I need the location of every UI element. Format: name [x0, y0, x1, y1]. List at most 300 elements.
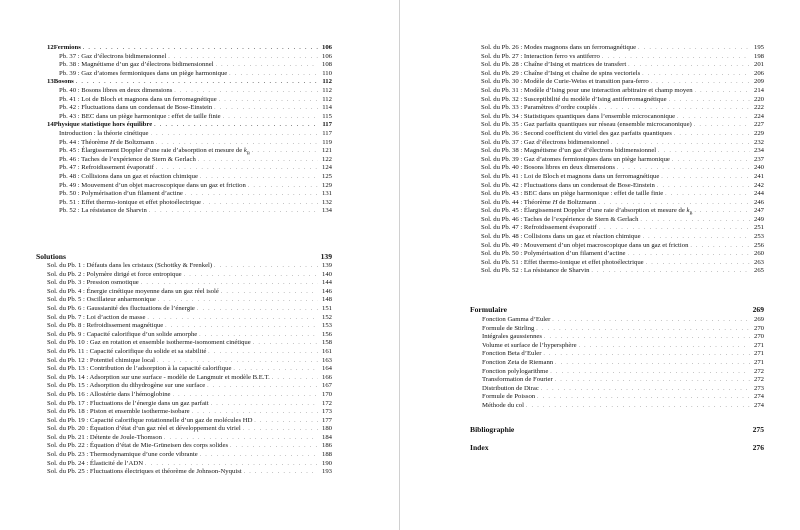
- dot-leader: [694, 208, 750, 217]
- toc-entry-title: Pb. 49 : Mouvement d’un objet macroscopique dans un gaz et friction: [59, 181, 246, 189]
- solution-entry[interactable]: [481, 199, 764, 208]
- toc-entry-title: Pb. 39 : Gaz d’atomes fermioniques dans un piège harmonique: [59, 69, 228, 77]
- chapter-title: Physique statistique hors équilibre: [53, 121, 153, 129]
- dot-leader: [211, 401, 318, 410]
- solution-entry-title: Sol. du Pb. 38 : Magnétisme d’un gaz d’électrons bidimensionnel: [481, 147, 657, 155]
- toc-entry-title: Pb. 52 : La résistance de Sharvin: [59, 207, 147, 215]
- solution-entry[interactable]: [481, 121, 764, 130]
- solution-entry-page-number: 144: [321, 279, 332, 287]
- solution-entry-page-number: 180: [321, 425, 332, 433]
- solution-entry-title: Sol. du Pb. 27 : Interaction ferro vs antiferro: [481, 52, 600, 60]
- toc-entry[interactable]: [47, 104, 332, 113]
- solution-entry-page-number: 249: [753, 215, 764, 223]
- solution-entry-title: Sol. du Pb. 41 : Loi de Bloch et magnons dans un ferromagnétique: [481, 172, 660, 180]
- index-section: [470, 443, 764, 453]
- toc-entry[interactable]: [47, 147, 332, 156]
- solutions-page-number: 139: [320, 252, 332, 261]
- index-page-number: 276: [752, 443, 764, 452]
- chapter-entry[interactable]: [47, 121, 332, 130]
- solution-entry-title: Sol. du Pb. 37 : Gaz d’électrons bidimensionnel: [481, 138, 609, 146]
- solution-entry-page-number: 222: [753, 104, 764, 112]
- formulaire-section: [470, 305, 764, 411]
- formulaire-entry-page-number: 274: [753, 393, 764, 401]
- solution-entry[interactable]: [47, 460, 332, 469]
- solution-entry[interactable]: [47, 314, 332, 323]
- solution-entry-page-number: 265: [753, 267, 764, 275]
- solution-entry-page-number: 139: [321, 262, 332, 269]
- toc-entry[interactable]: [47, 70, 332, 79]
- formulaire-entry-page-number: 274: [753, 401, 764, 409]
- dot-leader: [526, 403, 750, 412]
- solution-entry-page-number: 172: [321, 399, 332, 407]
- solution-entry-title: Sol. du Pb. 35 : Gaz parfaits quantiques sur réseau (ensemble microcanonique): [481, 121, 692, 129]
- solution-entry-page-number: 209: [753, 78, 764, 86]
- solution-entry-title: Sol. du Pb. 32 : Susceptibilité du modèle d’Ising antiferromagnétique: [481, 95, 667, 103]
- solution-entry-title: Sol. du Pb. 7 : Loi d’action de masse: [47, 313, 146, 321]
- dot-leader: [184, 272, 318, 281]
- formulaire-entry-title: Fonction polylogarithme: [482, 367, 549, 375]
- dot-leader: [252, 148, 318, 157]
- chapter-list: [47, 44, 332, 216]
- solution-entry[interactable]: [47, 408, 332, 417]
- solution-entry[interactable]: [481, 78, 764, 87]
- formulaire-entry-title: Distribution de Dirac: [482, 384, 539, 392]
- solution-entry-page-number: 193: [321, 468, 332, 476]
- dot-leader: [254, 418, 318, 427]
- solution-entry[interactable]: [481, 190, 764, 199]
- solution-entry-page-number: 256: [753, 241, 764, 249]
- toc-entry-page-number: 129: [321, 181, 332, 189]
- solution-entry[interactable]: [481, 70, 764, 79]
- solution-entry[interactable]: [47, 271, 332, 280]
- solution-entry-title: Sol. du Pb. 30 : Modèle de Curie-Weiss et transition para-ferro: [481, 78, 649, 86]
- solution-entry[interactable]: [481, 207, 764, 216]
- solution-entry-title: Sol. du Pb. 46 : Taches de l’expérience de Stern & Gerlach: [481, 215, 639, 223]
- solution-entry[interactable]: [47, 391, 332, 400]
- solution-entry-title: Sol. du Pb. 22 : Équation d’état de Mie-Grüneisen des corps solides: [47, 442, 229, 450]
- solution-entry[interactable]: [481, 61, 764, 70]
- solution-entry[interactable]: [47, 262, 332, 271]
- solution-entry-title: Sol. du Pb. 17 : Fluctuations de l’énergie dans un gaz parfait: [47, 399, 209, 407]
- dot-leader: [672, 157, 750, 166]
- chapter-number: 14: [47, 121, 54, 129]
- toc-entry-page-number: 119: [322, 138, 332, 146]
- solution-entry-page-number: 195: [753, 44, 764, 51]
- solution-entry-title: Sol. du Pb. 52 : La résistance de Sharvin: [481, 267, 590, 275]
- dot-leader: [214, 263, 318, 272]
- solution-entry[interactable]: [47, 296, 332, 305]
- solution-entry-title: Sol. du Pb. 26 : Modes magnons dans un ferromagnétique: [481, 44, 637, 51]
- toc-entry[interactable]: [47, 190, 332, 199]
- dot-leader: [628, 62, 750, 71]
- formulaire-entry[interactable]: [470, 359, 764, 368]
- chapter-page-number: 112: [322, 78, 332, 86]
- toc-entry-page-number: 108: [321, 61, 332, 69]
- solution-entry[interactable]: [481, 216, 764, 225]
- formulaire-entry-page-number: 269: [753, 316, 764, 323]
- solution-entry-page-number: 241: [753, 172, 764, 180]
- dot-leader: [555, 360, 750, 369]
- solution-entry[interactable]: [47, 400, 332, 409]
- toc-entry[interactable]: [47, 164, 332, 173]
- solution-entry-page-number: 247: [753, 207, 764, 215]
- solution-entry[interactable]: [481, 96, 764, 105]
- solution-entry-page-number: 234: [753, 147, 764, 155]
- solution-entry-page-number: 244: [753, 190, 764, 198]
- formulaire-entry-page-number: 270: [753, 333, 764, 341]
- formulaire-entry-title: Volume et surface de l’hypersphère: [482, 341, 577, 349]
- solution-entry[interactable]: [47, 348, 332, 357]
- toc-entry[interactable]: [47, 61, 332, 70]
- toc-entry-title: Pb. 47 : Refroidissement évaporatif: [59, 164, 154, 172]
- solutions-heading[interactable]: [36, 252, 332, 262]
- toc-entry[interactable]: [47, 87, 332, 96]
- solution-entry-title: Sol. du Pb. 23 : Thermodynamique d’une corde vibrante: [47, 451, 198, 459]
- formulaire-heading[interactable]: [470, 305, 764, 315]
- solution-entry[interactable]: [47, 425, 332, 434]
- formulaire-entry[interactable]: [470, 333, 764, 342]
- dot-leader: [658, 148, 750, 157]
- solution-entry-page-number: 242: [753, 181, 764, 189]
- dot-leader: [690, 243, 750, 252]
- formulaire-title: Formulaire: [470, 305, 507, 314]
- solution-entry[interactable]: [47, 322, 332, 331]
- toc-entry-page-number: 114: [322, 104, 332, 112]
- toc-entry-page-number: 112: [322, 86, 332, 94]
- solution-entry[interactable]: [47, 382, 332, 391]
- solution-entry[interactable]: [481, 87, 764, 96]
- solution-entry-title: Sol. du Pb. 3 : Pression osmotique: [47, 279, 139, 287]
- solution-entry-title: Sol. du Pb. 36 : Second coefficient du viriel des gaz parfaits quantiques: [481, 129, 672, 137]
- solution-entry[interactable]: [481, 259, 764, 268]
- dot-leader: [203, 200, 318, 209]
- solution-entry[interactable]: [47, 451, 332, 460]
- formulaire-page-number: 269: [752, 305, 764, 314]
- formulaire-entry[interactable]: [470, 376, 764, 385]
- formulaire-entry-title: Fonction Zeta de Riemann: [482, 358, 554, 366]
- toc-entry[interactable]: [47, 130, 332, 139]
- formulaire-entry-page-number: 272: [753, 367, 764, 375]
- dot-leader: [230, 443, 318, 452]
- dot-leader: [248, 183, 318, 192]
- dot-leader: [197, 306, 318, 315]
- toc-entry[interactable]: [47, 182, 332, 191]
- dot-leader: [149, 208, 318, 217]
- dot-leader: [537, 394, 750, 403]
- solution-entry-page-number: 186: [321, 442, 332, 450]
- solution-entry-title: Sol. du Pb. 31 : Modèle d’Ising pour une interaction arbitraire et champ moyen: [481, 86, 693, 94]
- toc-entry-page-number: 110: [322, 69, 332, 77]
- toc-entry-page-number: 106: [321, 52, 332, 60]
- solution-entry[interactable]: [481, 44, 764, 53]
- toc-entry-title: Pb. 40 : Bosons libres en deux dimensions: [59, 86, 173, 94]
- solution-entry-title: Sol. du Pb. 39 : Gaz d’atomes fermioniques dans un piège harmonique: [481, 155, 670, 163]
- solution-entry[interactable]: [47, 357, 332, 366]
- solution-entry-title: Sol. du Pb. 45 : Élargissement Doppler d’une raie d’absorption et mesure de $k_B$: [481, 207, 693, 216]
- toc-entry-title: Pb. 38 : Magnétisme d’un gaz d’électrons bidimensionnel: [59, 61, 214, 69]
- solution-entry-title: Sol. du Pb. 14 : Adsorption sur une surface - modèle de Langmuir et modèle B.E.T.: [47, 373, 270, 381]
- solution-entry-page-number: 220: [753, 95, 764, 103]
- dot-leader: [244, 469, 318, 478]
- formulaire-entry[interactable]: [470, 325, 764, 334]
- solution-entry-title: Sol. du Pb. 20 : Équation d’état d’un gaz réel et développement du viriel: [47, 425, 241, 433]
- dot-leader: [579, 343, 750, 352]
- solution-entry[interactable]: [481, 224, 764, 233]
- solution-entry[interactable]: [481, 130, 764, 139]
- toc-entry-title: Pb. 45 : Élargissement Doppler d’une raie d’absorption et mesure de $k_B$: [59, 147, 250, 156]
- dot-leader: [628, 251, 750, 260]
- solution-entry-page-number: 146: [321, 287, 332, 295]
- solution-entry-page-number: 253: [753, 233, 764, 241]
- formulaire-entry-title: Intégrales gaussiennes: [482, 333, 542, 341]
- toc-entry[interactable]: [47, 156, 332, 165]
- bibliographie-page-number: 275: [752, 425, 764, 434]
- chapter-number: 13: [47, 78, 54, 86]
- toc-entry-title: Pb. 51 : Effet thermo-ionique et effet photoélectrique: [59, 198, 202, 206]
- toc-entry-page-number: 132: [321, 198, 332, 206]
- index-heading[interactable]: [470, 443, 764, 453]
- solution-entry-page-number: 152: [321, 313, 332, 321]
- solution-entry-title: Sol. du Pb. 12 : Potentiel chimique local: [47, 356, 155, 364]
- solution-entry-page-number: 161: [321, 347, 332, 355]
- formulaire-entry-title: Fonction Beta d’Euler: [482, 350, 542, 358]
- solution-entry-page-number: 166: [321, 373, 332, 381]
- dot-leader: [669, 97, 750, 106]
- solution-entry[interactable]: [481, 250, 764, 259]
- solution-entry-title: Sol. du Pb. 5 : Oscillateur anharmonique: [47, 296, 156, 304]
- solution-entry-title: Sol. du Pb. 28 : Chaîne d’Ising et matrices de transfert: [481, 61, 627, 69]
- dot-leader: [214, 105, 318, 114]
- toc-entry-title: Pb. 44 : Théorème H de Boltzmann: [59, 138, 154, 146]
- solution-entry[interactable]: [481, 182, 764, 191]
- solution-entry-title: Sol. du Pb. 34 : Statistiques quantiques dans l’ensemble microcanonique: [481, 112, 676, 120]
- solution-entry-title: Sol. du Pb. 1 : Défauts dans les cristaux (Schottky & Frenkel): [47, 262, 213, 269]
- solution-entry[interactable]: [47, 365, 332, 374]
- toc-entry[interactable]: [47, 199, 332, 208]
- solution-entry-title: Sol. du Pb. 21 : Détente de Joule-Thomson: [47, 433, 162, 441]
- dot-leader: [591, 268, 750, 277]
- formulaire-entry[interactable]: [470, 368, 764, 377]
- toc-entry-page-number: 131: [321, 190, 332, 198]
- formulaire-entry-title: Méthode du col: [482, 401, 524, 409]
- solution-entry-page-number: 201: [753, 61, 764, 69]
- solution-entry[interactable]: [481, 53, 764, 62]
- solution-entry-page-number: 158: [321, 339, 332, 347]
- dot-leader: [147, 315, 318, 324]
- bibliographie-title: Bibliographie: [470, 425, 515, 434]
- formulaire-entry[interactable]: [470, 402, 764, 411]
- formulaire-entry[interactable]: [470, 342, 764, 351]
- solution-entry-page-number: 177: [321, 416, 332, 424]
- solution-entry-title: Sol. du Pb. 40 : Bosons libres en deux dimensions: [481, 164, 615, 172]
- dot-leader: [550, 369, 750, 378]
- solution-entry[interactable]: [47, 279, 332, 288]
- solution-entry-title: Sol. du Pb. 24 : Élasticité de l’ADN: [47, 459, 144, 467]
- formulaire-entry-page-number: 271: [753, 341, 764, 349]
- dot-leader: [694, 122, 750, 131]
- formulaire-entry-title: Formule de Poisson: [482, 393, 536, 401]
- dot-leader: [642, 71, 750, 80]
- formulaire-entry[interactable]: [470, 385, 764, 394]
- solution-entry[interactable]: [481, 267, 764, 276]
- dot-leader: [219, 97, 318, 106]
- solution-entry-title: Sol. du Pb. 49 : Mouvement d’un objet macroscopique dans un gaz et friction: [481, 241, 689, 249]
- dot-leader: [200, 452, 318, 461]
- dot-leader: [555, 377, 750, 386]
- solutions-section: [36, 252, 332, 262]
- solution-entry-page-number: 173: [321, 408, 332, 416]
- solution-entry-title: Sol. du Pb. 51 : Effet thermo-ionique et effet photoélectrique: [481, 258, 644, 266]
- toc-entry-page-number: 115: [322, 112, 332, 120]
- solution-entry-page-number: 240: [753, 164, 764, 172]
- dot-leader: [185, 191, 318, 200]
- toc-entry-page-number: 112: [322, 95, 332, 103]
- solution-entry[interactable]: [481, 156, 764, 165]
- formulaire-entry-title: Fonction Gamma d’Euler: [482, 316, 551, 323]
- solution-entry[interactable]: [47, 417, 332, 426]
- solution-entry-title: Sol. du Pb. 9 : Capacité calorifique d’un solide amorphe: [47, 330, 198, 338]
- solution-entry-page-number: 170: [321, 390, 332, 398]
- solution-entry-page-number: 263: [753, 258, 764, 266]
- solution-entry-page-number: 227: [753, 121, 764, 129]
- dot-leader: [665, 191, 750, 200]
- solution-entry-title: Sol. du Pb. 42 : Fluctuations dans un condensat de Bose-Einstein: [481, 181, 655, 189]
- solutions-title: Solutions: [36, 252, 66, 261]
- solution-entry-title: Sol. du Pb. 6 : Gaussianité des fluctuations de l’énergie: [47, 304, 195, 312]
- toc-entry-page-number: 122: [321, 155, 332, 163]
- toc-entry-title: Pb. 41 : Loi de Bloch et magnons dans un ferromagnétique: [59, 95, 217, 103]
- solution-entry-page-number: 224: [753, 112, 764, 120]
- solution-entry[interactable]: [481, 113, 764, 122]
- toc-entry-title: Pb. 48 : Collisions dans un gaz et réaction chimique: [59, 172, 198, 180]
- dot-leader: [223, 114, 318, 123]
- toc-entry-title: Introduction : la théorie cinétique: [59, 129, 149, 137]
- solution-entry-page-number: 163: [321, 356, 332, 364]
- dot-leader: [272, 375, 318, 384]
- formulaire-entry[interactable]: [470, 350, 764, 359]
- solution-entry-title: Sol. du Pb. 13 : Contribution de l’adsorption à la capacité calorifique: [47, 365, 232, 373]
- formulaire-entry[interactable]: [470, 316, 764, 325]
- solution-entry-page-number: 246: [753, 198, 764, 206]
- dot-leader: [657, 183, 750, 192]
- dot-leader: [638, 45, 750, 54]
- formulaire-entry[interactable]: [470, 393, 764, 402]
- toc-entry-title: Pb. 37 : Gaz d’électrons bidimensionnel: [59, 52, 167, 60]
- dot-leader: [661, 174, 750, 183]
- solution-entry-page-number: 260: [753, 250, 764, 258]
- solution-entry[interactable]: [47, 305, 332, 314]
- formulaire-entry-page-number: 271: [753, 350, 764, 358]
- solution-entry[interactable]: [481, 233, 764, 242]
- dot-leader: [640, 217, 750, 226]
- dot-leader: [216, 62, 318, 71]
- solution-entry[interactable]: [47, 374, 332, 383]
- solution-entry[interactable]: [481, 147, 764, 156]
- dot-leader: [541, 386, 750, 395]
- dot-leader: [695, 88, 750, 97]
- chapter-entry[interactable]: [47, 78, 332, 87]
- toc-entry[interactable]: [47, 96, 332, 105]
- toc-entry[interactable]: [47, 113, 332, 122]
- solution-entry-page-number: 190: [321, 459, 332, 467]
- solution-entry-title: Sol. du Pb. 2 : Polymère dirigé et force entropique: [47, 270, 182, 278]
- solution-entry[interactable]: [481, 139, 764, 148]
- solution-entry-title: Sol. du Pb. 29 : Chaîne d’Ising et chaîne de spins vectoriels: [481, 69, 641, 77]
- dot-leader: [646, 260, 750, 269]
- chapter-page-number: 106: [321, 44, 332, 51]
- solution-entry-page-number: 232: [753, 138, 764, 146]
- toc-entry[interactable]: [47, 173, 332, 182]
- chapter-title: Bosons: [53, 78, 74, 86]
- formulaire-entry-page-number: 272: [753, 376, 764, 384]
- solution-entry-page-number: 198: [753, 52, 764, 60]
- formulaire-entry-page-number: 270: [753, 324, 764, 332]
- solution-entry[interactable]: [47, 468, 332, 477]
- solution-entry[interactable]: [47, 331, 332, 340]
- dot-leader: [543, 351, 750, 360]
- chapter-page-number: 117: [322, 121, 332, 129]
- solution-entry-title: Sol. du Pb. 19 : Capacité calorifique rotationnelle d’un gaz de molécules HD: [47, 416, 253, 424]
- solution-entry[interactable]: [47, 339, 332, 348]
- solution-entry-title: Sol. du Pb. 15 : Adsorption du dihydrogène sur une surface: [47, 382, 206, 390]
- solutions-list-right: [481, 44, 764, 276]
- solution-entry-title: Sol. du Pb. 4 : Énergie cinétique moyenne dans un gaz réel isolé: [47, 287, 219, 295]
- solution-entry[interactable]: [481, 104, 764, 113]
- solution-entry-page-number: 151: [321, 304, 332, 312]
- chapter-number: 12: [47, 44, 54, 51]
- dot-leader: [208, 349, 318, 358]
- right-page: [400, 0, 800, 530]
- solution-entry[interactable]: [47, 442, 332, 451]
- toc-entry-title: Pb. 42 : Fluctuations dans un condensat de Bose-Einstein: [59, 104, 213, 112]
- bibliographie-section: [470, 425, 764, 435]
- solution-entry-title: Sol. du Pb. 8 : Refroidissement magnétique: [47, 322, 164, 330]
- solution-entry-title: Sol. du Pb. 44 : Théorème H de Boltzmann: [481, 198, 597, 206]
- toc-entry-page-number: 121: [321, 147, 332, 155]
- toc-entry[interactable]: [47, 207, 332, 216]
- solution-entry[interactable]: [481, 173, 764, 182]
- dot-leader: [243, 426, 318, 435]
- dot-leader: [151, 131, 318, 140]
- toc-entry[interactable]: [47, 139, 332, 148]
- formulaire-list: [470, 316, 764, 411]
- solution-entry-page-number: 251: [753, 224, 764, 232]
- dot-leader: [229, 71, 318, 80]
- toc-entry-title: Pb. 43 : BEC dans un piège harmonique : effet de taille finie: [59, 112, 221, 120]
- bibliographie-heading[interactable]: [470, 425, 764, 435]
- solution-entry[interactable]: [481, 242, 764, 251]
- formulaire-entry-title: Formule de Stirling: [482, 324, 535, 332]
- solution-entry-page-number: 153: [321, 322, 332, 330]
- chapter-entry[interactable]: [47, 44, 332, 53]
- toc-entry-title: Pb. 50 : Polymérisation d’un filament d’actine: [59, 190, 183, 198]
- solution-entry-page-number: 148: [321, 296, 332, 304]
- solution-entry-title: Sol. du Pb. 33 : Paramètres d’ordre couplés: [481, 104, 598, 112]
- solution-entry[interactable]: [47, 288, 332, 297]
- dot-leader: [552, 317, 750, 326]
- solution-entry-page-number: 140: [321, 270, 332, 278]
- toc-entry-page-number: 134: [321, 207, 332, 215]
- solution-entry-page-number: 184: [321, 433, 332, 441]
- toc-entry-page-number: 124: [321, 164, 332, 172]
- index-title: Index: [470, 443, 489, 452]
- solution-entry-page-number: 237: [753, 155, 764, 163]
- solution-entry-title: Sol. du Pb. 47 : Refroidissement évaporatif: [481, 224, 597, 232]
- solution-entry-title: Sol. du Pb. 11 : Capacité calorifique du solide et sa stabilité: [47, 347, 207, 355]
- solution-entry[interactable]: [481, 164, 764, 173]
- toc-entry[interactable]: [47, 53, 332, 62]
- formulaire-entry-title: Transformation de Fourier: [482, 376, 553, 384]
